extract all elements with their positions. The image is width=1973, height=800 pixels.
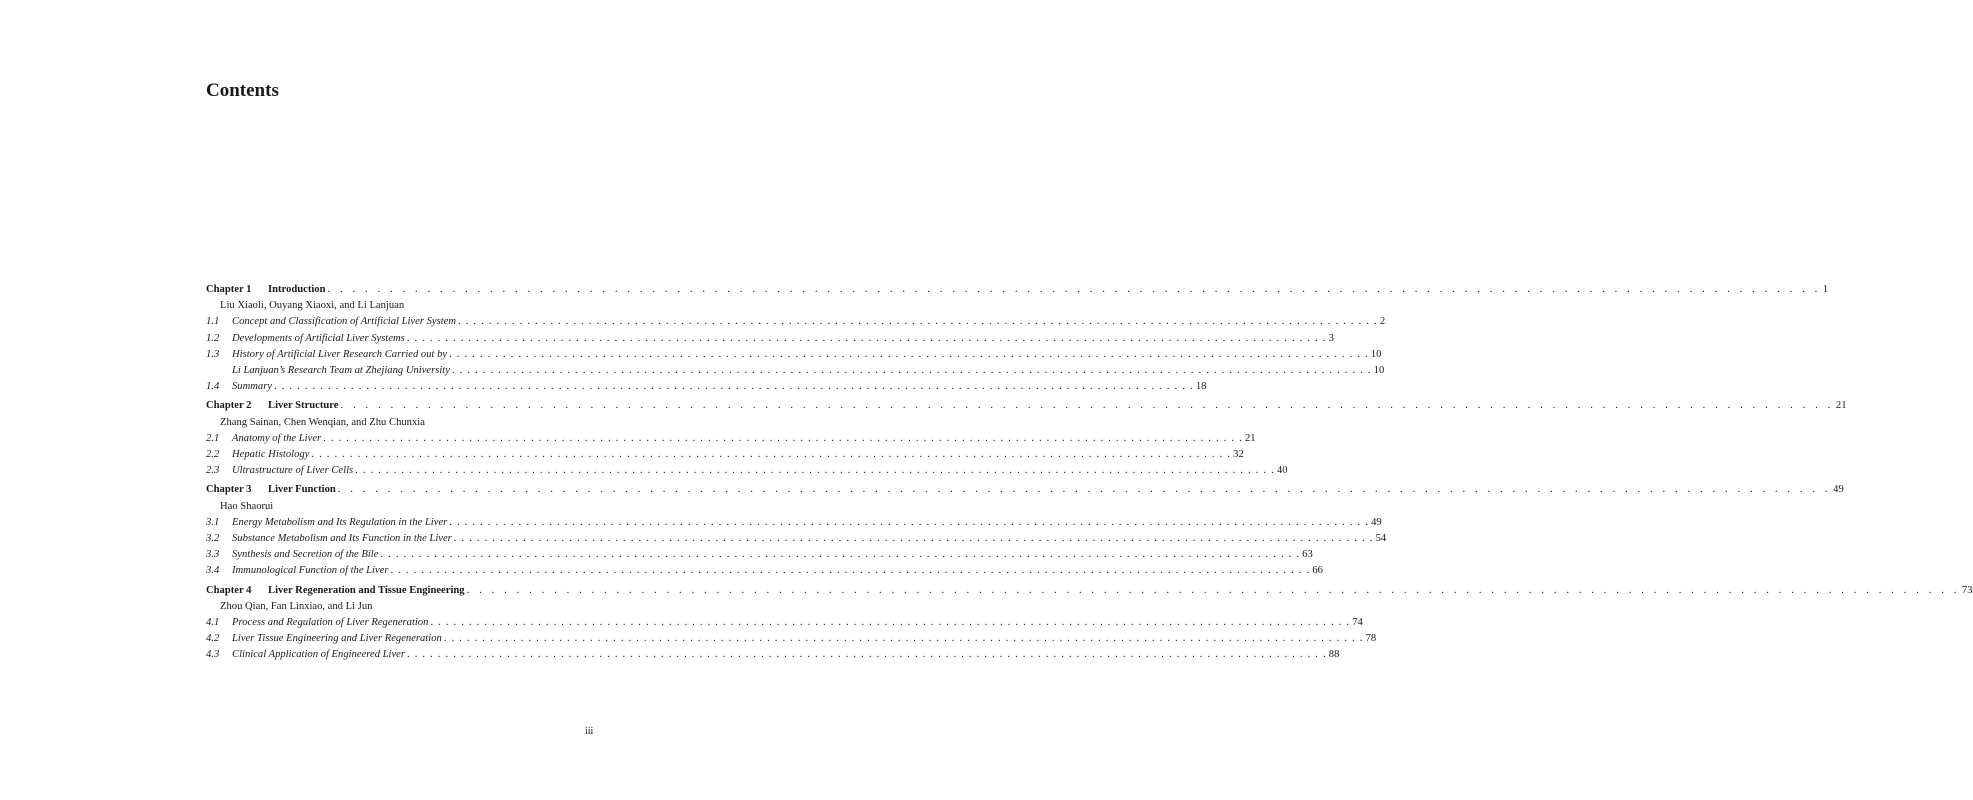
chapter-page-number: 73 bbox=[1961, 584, 1973, 596]
section-title: Hepatic Histology bbox=[232, 449, 310, 461]
table-of-contents bbox=[206, 282, 1973, 667]
dot-leader: . . . . . . . . . . . . . . . . . . . . . . . . . . . . . . . . . . . . . . . . . . . . . . . . . . . . . . . . . . . . . . . . . . . . . . . . . . . . . . . . . . . . . . . . . . . . . . . . . . . . . . . . . . . . . . . . . . . . . . . . bbox=[407, 649, 1327, 661]
section-title: Developments of Artificial Liver Systems bbox=[232, 332, 405, 344]
section-row[interactable] bbox=[206, 515, 1382, 531]
section-page-number: 2 bbox=[1379, 316, 1386, 328]
section-title: Summary bbox=[232, 381, 273, 393]
chapter-page-number: 1 bbox=[1822, 284, 1829, 295]
chapter-page-number: 49 bbox=[1833, 484, 1844, 496]
section-page-number: 54 bbox=[1375, 533, 1387, 545]
section-row-continuation[interactable] bbox=[206, 363, 1385, 379]
section-page-number: 88 bbox=[1328, 649, 1340, 661]
chapter-title: Introduction bbox=[268, 284, 326, 295]
section-row[interactable] bbox=[206, 615, 1363, 631]
chapter-number: Chapter 2 bbox=[206, 400, 252, 412]
dot-leader: . . . . . . . . . . . . . . . . . . . . . . . . . . . . . . . . . . . . . . . . . . . . . . . . . . . . . . . . . . . . . . . . . . . . . . . . . . . . . . . . . . . . . . . . . . . . . . . . . . . . . . . . . . . . . . . . . . . . . . . . bbox=[458, 316, 1378, 328]
section-title: Anatomy of the Liver bbox=[232, 432, 322, 444]
section-number: 2.3 bbox=[206, 465, 220, 477]
chapter-entry bbox=[206, 282, 1829, 395]
section-page-number: 78 bbox=[1365, 633, 1377, 645]
chapter-entry bbox=[206, 583, 1973, 664]
section-page-number: 32 bbox=[1233, 449, 1244, 461]
section-number: 4.1 bbox=[206, 617, 220, 629]
page-folio: iii bbox=[585, 726, 594, 737]
section-title: Immunological Function of the Liver bbox=[232, 565, 389, 577]
chapter-heading-row[interactable] bbox=[206, 398, 1847, 414]
section-title-continuation: Li Lanjuan’s Research Team at Zhejiang University bbox=[232, 365, 450, 377]
section-row[interactable] bbox=[206, 347, 1382, 363]
section-title: History of Artificial Liver Research Carried out by bbox=[232, 348, 448, 360]
section-page-number: 21 bbox=[1244, 432, 1256, 444]
chapter-heading-row[interactable] bbox=[206, 482, 1844, 498]
section-row[interactable] bbox=[206, 379, 1207, 395]
chapter-authors: Zhang Sainan, Chen Wenqian, and Zhu Chunxia bbox=[220, 416, 425, 428]
dot-leader: . . . . . . . . . . . . . . . . . . . . . . . . . . . . . . . . . . . . . . . . . . . . . . . . . . . . . . . . . . . . . . . . . . . . . . . . . . . . . . . . . . . . . . . . . . . . . . . . . . . . . . . . . . . . . . . . . . . . . . . . bbox=[451, 365, 1372, 377]
section-row[interactable] bbox=[206, 463, 1288, 479]
dot-leader: . . . . . . . . . . . . . . . . . . . . . . . . . . . . . . . . . . . . . . . . . . . . . . . . . . . . . . . . . . . . . . . . . . . . . . . . . . . . . . . . . . . . . . . . . . . . . . . . . . . . . . . . . . . . . . . . . . . . . . . . bbox=[355, 465, 1275, 477]
chapter-authors: Zhou Qian, Fan Linxiao, and Li Jun bbox=[220, 600, 373, 612]
section-title: Process and Regulation of Liver Regeneration bbox=[232, 617, 429, 629]
section-row[interactable] bbox=[206, 647, 1340, 663]
section-title: Energy Metabolism and Its Regulation in the Liver bbox=[232, 516, 448, 528]
section-number: 1.3 bbox=[206, 348, 220, 360]
section-row[interactable] bbox=[206, 431, 1256, 447]
chapter-page-number: 21 bbox=[1835, 400, 1847, 412]
chapter-entry bbox=[206, 398, 1847, 479]
section-page-number: 18 bbox=[1195, 381, 1207, 393]
section-row[interactable] bbox=[206, 563, 1323, 579]
section-title: Concept and Classification of Artificial Liver System bbox=[232, 316, 457, 328]
page-title: Contents bbox=[206, 80, 279, 101]
section-number: 1.4 bbox=[206, 381, 220, 393]
dot-leader: . . . . . . . . . . . . . . . . . . . . . . . . . . . . . . . . . . . . . . . . . . . . . . . . . . . . . . . . . . . . . . . . . . . . . . . . . . . . . . . . . . . . . . . . . . . . . . . . . . . . . . . . . . . . . . . . . . . . . . . . bbox=[380, 549, 1301, 561]
dot-leader: . . . . . . . . . . . . . . . . . . . . . . . . . . . . . . . . . . . . . . . . . . . . . . . . . . . . . . . . . . . . . . . . . . . . . . . . . . . . . . . . . . . . . . . . . . . . . . . . . . . . . . . . . . . . . . . . . . . . . . . . bbox=[327, 284, 1821, 295]
chapter-heading-row[interactable] bbox=[206, 583, 1973, 599]
section-number: 1.2 bbox=[206, 332, 220, 344]
section-title: Ultrastructure of Liver Cells bbox=[232, 465, 354, 477]
chapter-title: Liver Function bbox=[268, 484, 336, 496]
chapter-title: Liver Regeneration and Tissue Engineering bbox=[268, 584, 465, 596]
section-number: 1.1 bbox=[206, 316, 220, 328]
section-number: 4.3 bbox=[206, 649, 220, 661]
section-page-number: 40 bbox=[1276, 465, 1288, 477]
chapter-authors: Hao Shaorui bbox=[220, 500, 274, 512]
section-row[interactable] bbox=[206, 314, 1386, 330]
section-row[interactable] bbox=[206, 447, 1244, 463]
section-title: Substance Metabolism and Its Function in the Liver bbox=[232, 533, 452, 545]
section-title: Synthesis and Secretion of the Bile bbox=[232, 549, 379, 561]
dot-leader: . . . . . . . . . . . . . . . . . . . . . . . . . . . . . . . . . . . . . . . . . . . . . . . . . . . . . . . . . . . . . . . . . . . . . . . . . . . . . . . . . . . . . . . . . . . . . . . . . . . . . . . . . . . . . . . . . . . . . . . . bbox=[340, 400, 1834, 412]
dot-leader: . . . . . . . . . . . . . . . . . . . . . . . . . . . . . . . . . . . . . . . . . . . . . . . . . . . . . . . . . . . . . . . . . . . . . . . . . . . . . . . . . . . . . . . . . . . . . . . . . . . . . . . . . . . . . . . . . . . . . . . . bbox=[390, 565, 1311, 577]
section-page-number: 10 bbox=[1370, 348, 1382, 360]
section-row[interactable] bbox=[206, 631, 1377, 647]
section-page-number: 74 bbox=[1352, 617, 1363, 629]
chapter-number: Chapter 1 bbox=[206, 284, 252, 295]
dot-leader: . . . . . . . . . . . . . . . . . . . . . . . . . . . . . . . . . . . . . . . . . . . . . . . . . . . . . . . . . . . . . . . . . . . . . . . . . . . . . . . . . . . . . . . . . . . . . . . . . . . . . . . . . . . . . . . . . . . . . . . . bbox=[274, 381, 1194, 393]
section-page-number: 63 bbox=[1302, 549, 1313, 561]
chapter-number: Chapter 3 bbox=[206, 484, 252, 496]
chapter-authors: Liu Xiaoli, Ouyang Xiaoxi, and Li Lanjuan bbox=[220, 300, 405, 312]
dot-leader: . . . . . . . . . . . . . . . . . . . . . . . . . . . . . . . . . . . . . . . . . . . . . . . . . . . . . . . . . . . . . . . . . . . . . . . . . . . . . . . . . . . . . . . . . . . . . . . . . . . . . . . . . . . . . . . . . . . . . . . . bbox=[453, 533, 1374, 545]
dot-leader: . . . . . . . . . . . . . . . . . . . . . . . . . . . . . . . . . . . . . . . . . . . . . . . . . . . . . . . . . . . . . . . . . . . . . . . . . . . . . . . . . . . . . . . . . . . . . . . . . . . . . . . . . . . . . . . . . . . . . . . . bbox=[337, 484, 1832, 496]
section-number: 4.2 bbox=[206, 633, 220, 645]
section-page-number: 10 bbox=[1373, 365, 1385, 377]
dot-leader: . . . . . . . . . . . . . . . . . . . . . . . . . . . . . . . . . . . . . . . . . . . . . . . . . . . . . . . . . . . . . . . . . . . . . . . . . . . . . . . . . . . . . . . . . . . . . . . . . . . . . . . . . . . . . . . . . . . . . . . . bbox=[466, 584, 1960, 596]
section-number: 3.4 bbox=[206, 565, 220, 577]
section-title: Liver Tissue Engineering and Liver Regeneration bbox=[232, 633, 442, 645]
section-number: 3.1 bbox=[206, 516, 220, 528]
dot-leader: . . . . . . . . . . . . . . . . . . . . . . . . . . . . . . . . . . . . . . . . . . . . . . . . . . . . . . . . . . . . . . . . . . . . . . . . . . . . . . . . . . . . . . . . . . . . . . . . . . . . . . . . . . . . . . . . . . . . . . . . bbox=[406, 332, 1327, 344]
dot-leader: . . . . . . . . . . . . . . . . . . . . . . . . . . . . . . . . . . . . . . . . . . . . . . . . . . . . . . . . . . . . . . . . . . . . . . . . . . . . . . . . . . . . . . . . . . . . . . . . . . . . . . . . . . . . . . . . . . . . . . . . bbox=[449, 516, 1370, 528]
section-number: 2.1 bbox=[206, 432, 220, 444]
section-page-number: 3 bbox=[1328, 332, 1334, 344]
section-row[interactable] bbox=[206, 531, 1387, 547]
dot-leader: . . . . . . . . . . . . . . . . . . . . . . . . . . . . . . . . . . . . . . . . . . . . . . . . . . . . . . . . . . . . . . . . . . . . . . . . . . . . . . . . . . . . . . . . . . . . . . . . . . . . . . . . . . . . . . . . . . . . . . . . bbox=[449, 348, 1369, 360]
section-page-number: 49 bbox=[1371, 516, 1382, 528]
dot-leader: . . . . . . . . . . . . . . . . . . . . . . . . . . . . . . . . . . . . . . . . . . . . . . . . . . . . . . . . . . . . . . . . . . . . . . . . . . . . . . . . . . . . . . . . . . . . . . . . . . . . . . . . . . . . . . . . . . . . . . . . bbox=[311, 449, 1232, 461]
chapter-entry bbox=[206, 482, 1844, 579]
section-number: 3.3 bbox=[206, 549, 220, 561]
section-number: 2.2 bbox=[206, 449, 220, 461]
chapter-title: Liver Structure bbox=[268, 400, 339, 412]
section-row[interactable] bbox=[206, 547, 1313, 563]
dot-leader: . . . . . . . . . . . . . . . . . . . . . . . . . . . . . . . . . . . . . . . . . . . . . . . . . . . . . . . . . . . . . . . . . . . . . . . . . . . . . . . . . . . . . . . . . . . . . . . . . . . . . . . . . . . . . . . . . . . . . . . . bbox=[430, 617, 1351, 629]
chapter-number: Chapter 4 bbox=[206, 584, 252, 596]
section-row[interactable] bbox=[206, 331, 1334, 347]
section-number: 3.2 bbox=[206, 533, 220, 545]
dot-leader: . . . . . . . . . . . . . . . . . . . . . . . . . . . . . . . . . . . . . . . . . . . . . . . . . . . . . . . . . . . . . . . . . . . . . . . . . . . . . . . . . . . . . . . . . . . . . . . . . . . . . . . . . . . . . . . . . . . . . . . . bbox=[443, 633, 1364, 645]
section-page-number: 66 bbox=[1312, 565, 1323, 577]
chapter-heading-row[interactable] bbox=[206, 282, 1829, 298]
section-title: Clinical Application of Engineered Liver bbox=[232, 649, 406, 661]
dot-leader: . . . . . . . . . . . . . . . . . . . . . . . . . . . . . . . . . . . . . . . . . . . . . . . . . . . . . . . . . . . . . . . . . . . . . . . . . . . . . . . . . . . . . . . . . . . . . . . . . . . . . . . . . . . . . . . . . . . . . . . . bbox=[323, 432, 1243, 444]
